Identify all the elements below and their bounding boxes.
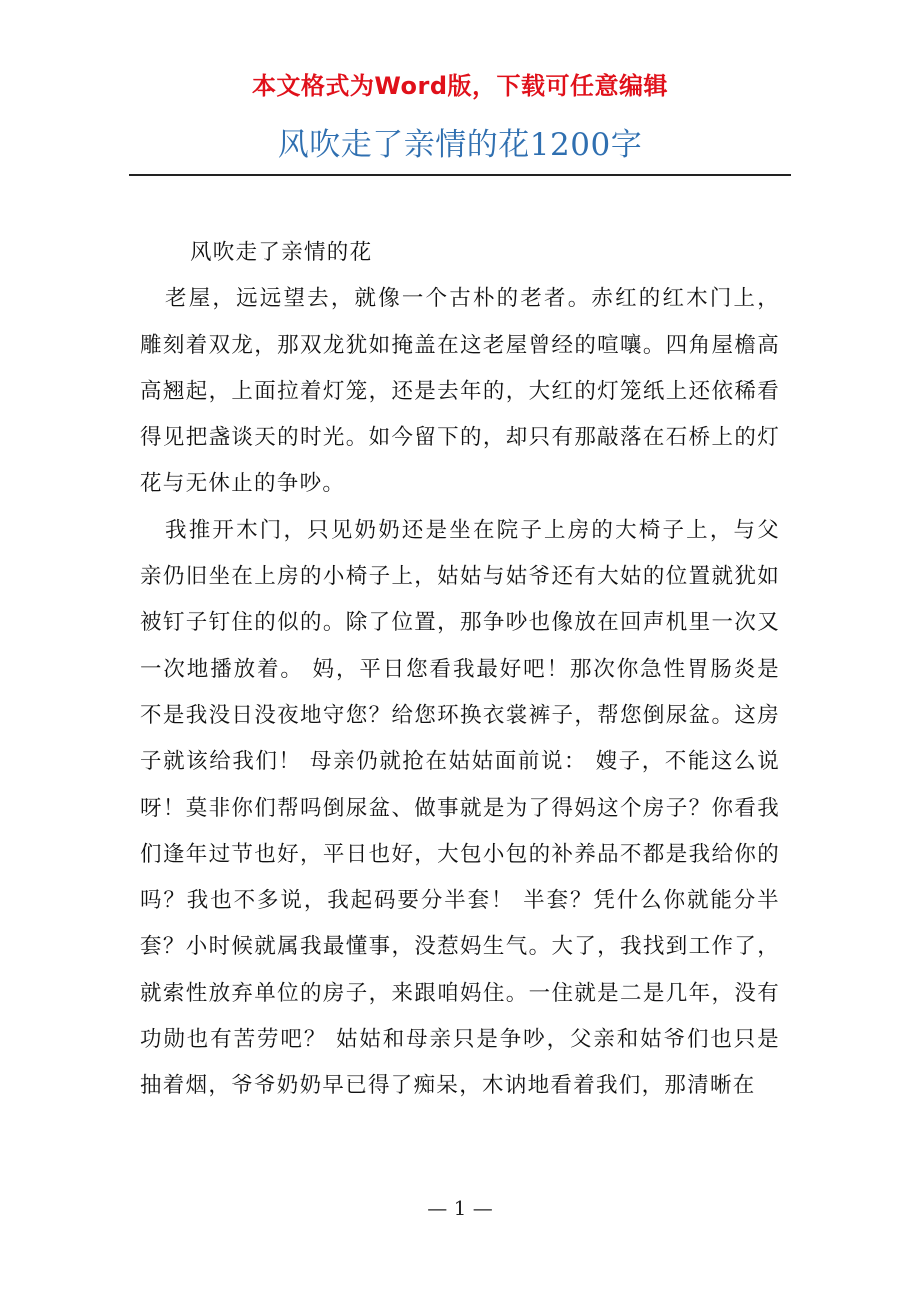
paragraph: 老屋，远远望去，就像一个古朴的老者。赤红的红木门上，雕刻着双龙，那双龙犹如掩盖在这老屋曾经的喧嚷。四角屋檐高高翘起，上面拉着灯笼，还是去年的，大红的灯笼纸上还依稀看得见把盏谈天的时光。如今留下的，却只有那敲落在石桥上的灯花与无休止的争吵。 [140,286,780,497]
article-subtitle: 风吹走了亲情的花 [190,240,373,265]
paragraph: 我推开木门，只见奶奶还是坐在院子上房的大椅子上，与父亲仍旧坐在上房的小椅子上，姑姑与姑爷还有大姑的位置就犹如被钉子钉住的似的。除了位置，那争吵也像放在回声机里一次又一次地播放着。 妈，平日您看我最好吧！那次你急性胃肠炎是不是我没日没夜地守您？给您环换衣裳裤子，帮您倒尿盆。这房子就该给我们！ 母亲仍就抢在姑姑面前说： 嫂子，不能这么说呀！莫非你们帮吗倒尿盆、做事就是为了得妈这个房子？你看我们逢年过节也好，平日也好，大包小包的补养品不都是我给你的吗？我也不多说，我起码要分半套！ 半套？凭什么你就能分半套？小时候就属我最懂事，没惹妈生气。大了，我找到工作了，就索性放弃单位的房子，来跟咱妈住。一住就是二是几年，没有功勋也有苦劳吧？ 姑姑和母亲只是争吵，父亲和姑爷们也只是抽着烟，爷爷奶奶早已得了痴呆，木讷地看着我们，那清晰在 [140,517,780,1099]
format-notice: 本文格式为Word版，下载可任意编辑 [251,72,669,100]
page-number: — 1 — [427,1196,493,1220]
article-body [140,230,780,1110]
title-divider [129,174,791,176]
document-title: 风吹走了亲情的花1200字 [277,127,643,163]
